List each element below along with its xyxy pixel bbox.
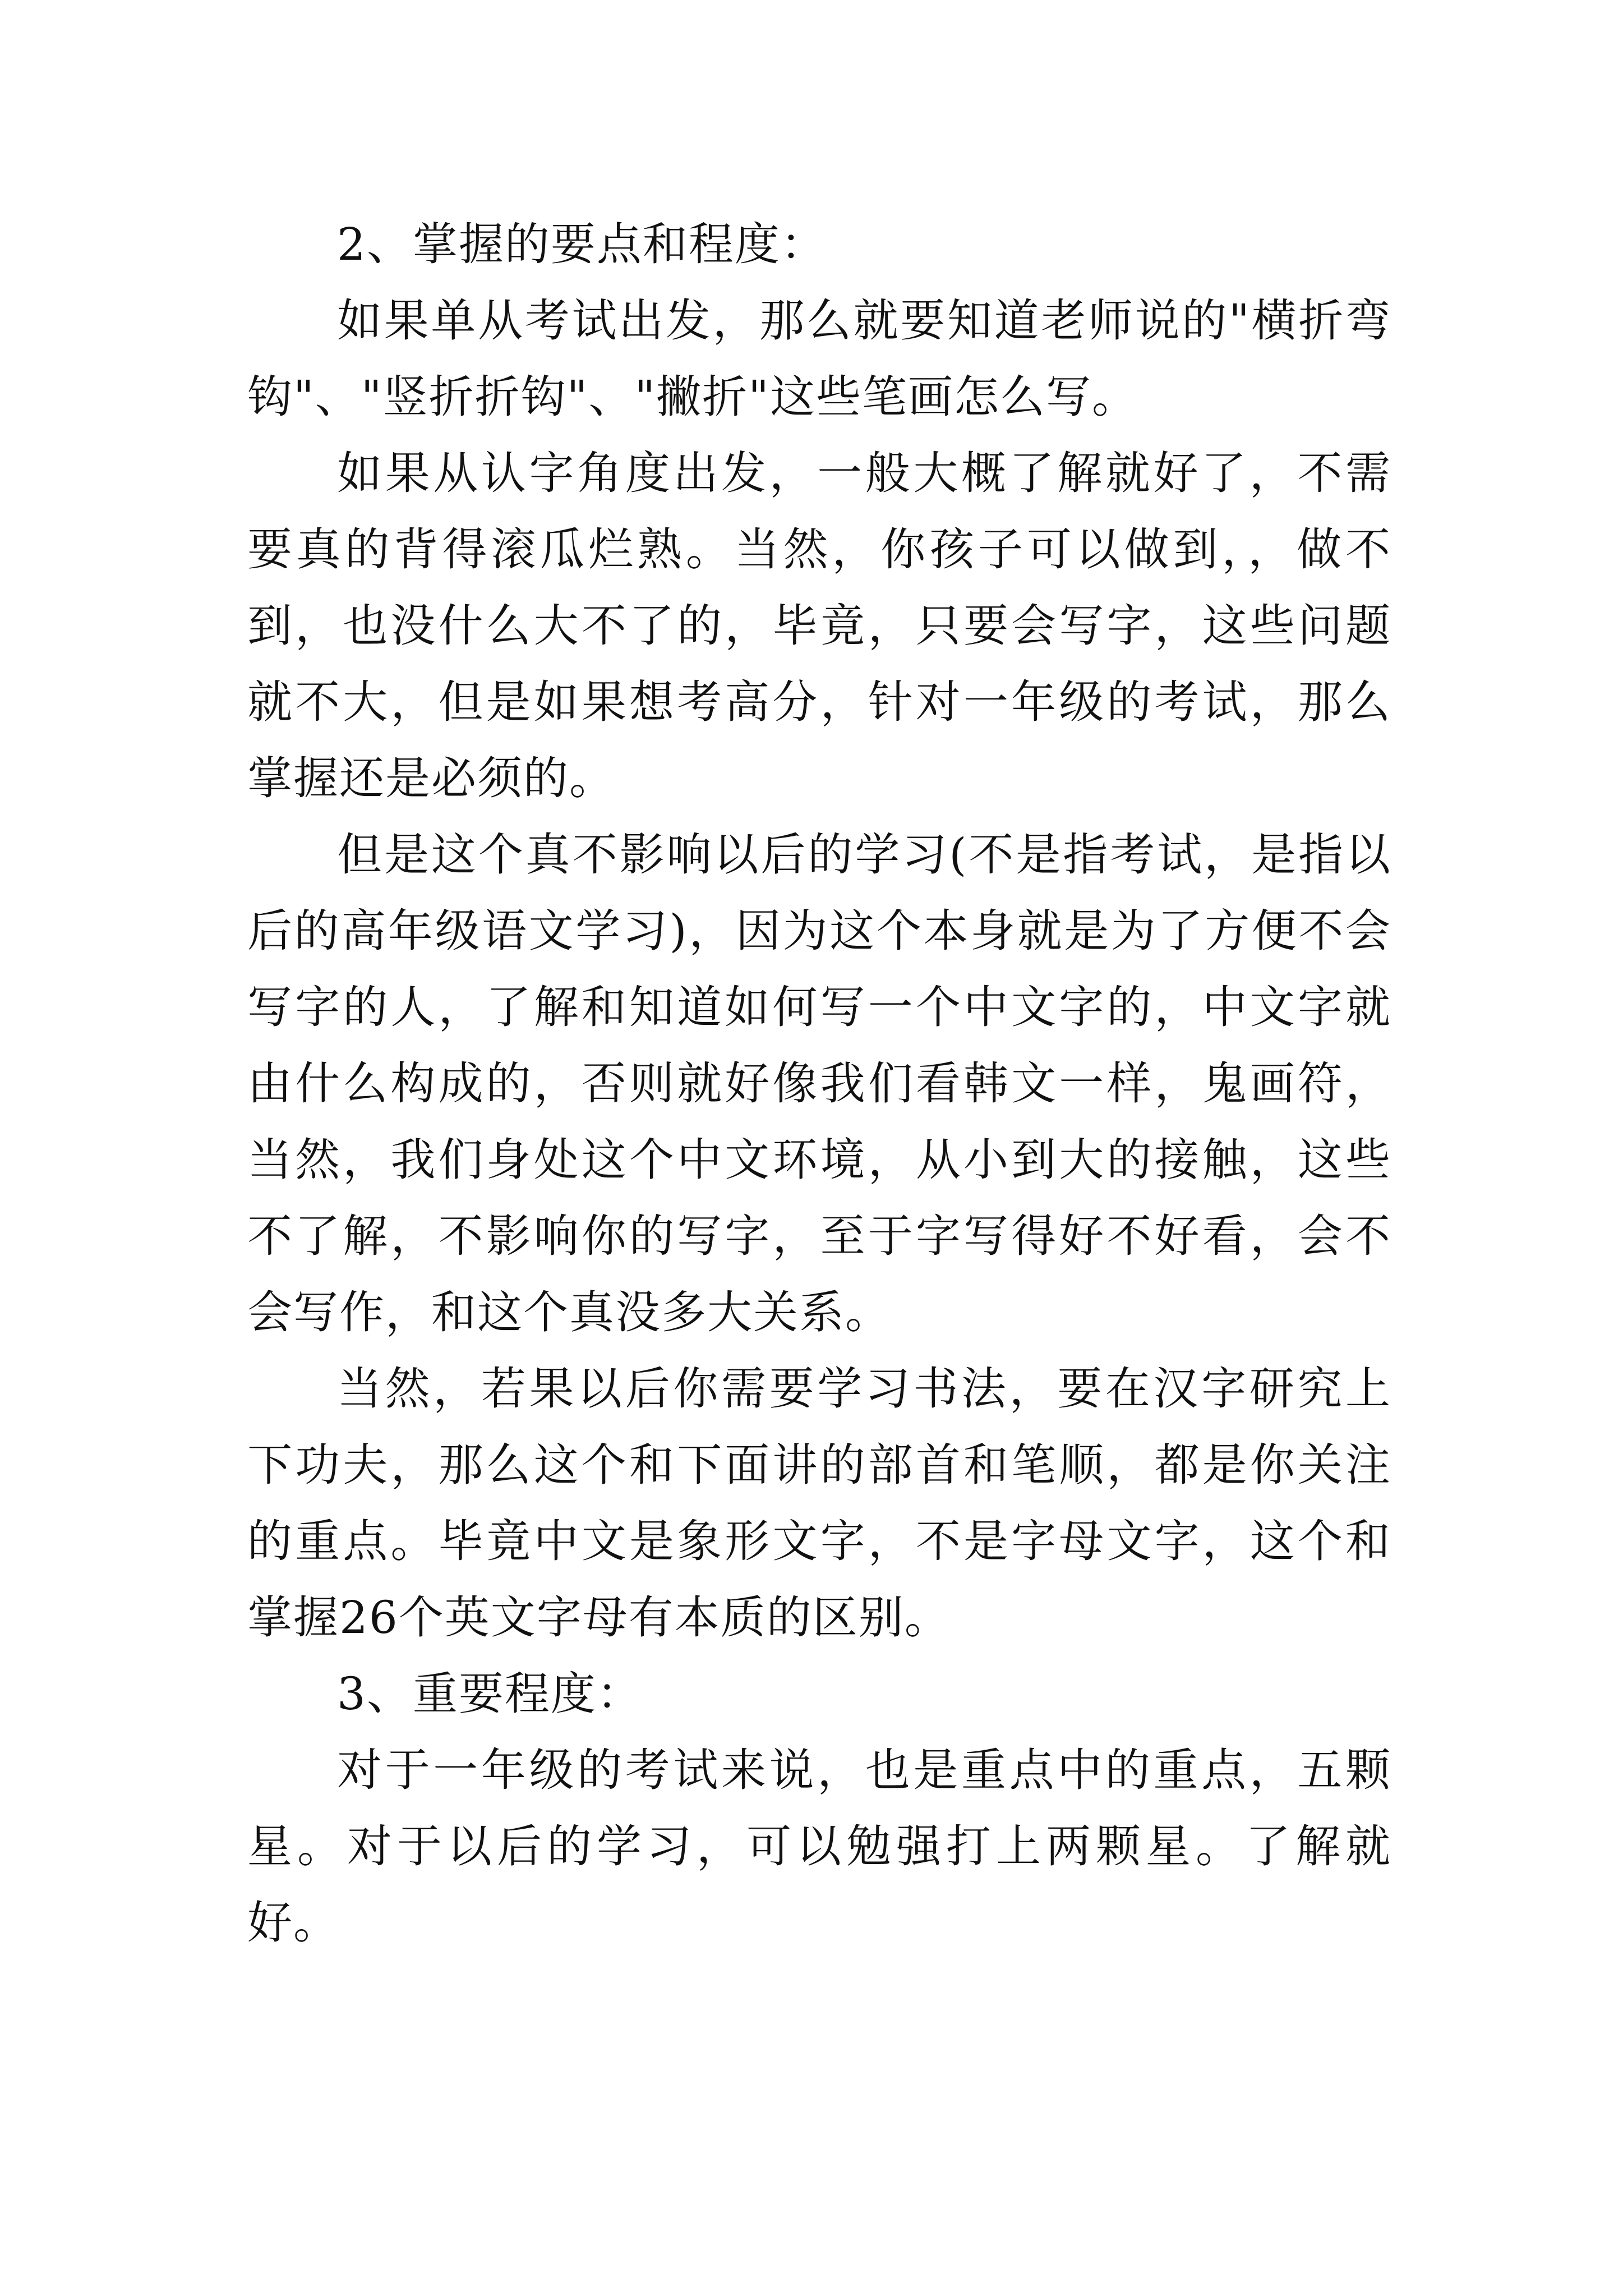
section-heading-mastery: 2、掌握的要点和程度：: [337, 218, 827, 270]
paragraph-calligraphy: 当然，若果以后你需要学习书法，要在汉字研究上下功夫，那么这个和下面讲的部首和笔顺，都是你关注的重点。毕竟中文是象形文字，不是字母文字，这个和掌握26个英文字母有本质的区别。: [247, 1363, 1391, 1644]
paragraph-character-recognition: 如果从认字角度出发，一般大概了解就好了，不需要真的背得滚瓜烂熟。当然，你孩子可以做到，，做不到，也没什么大不了的，毕竟，只要会写字，这些问题就不大，但是如果想考高分，针对一年级的考试，那么掌握还是必须的。: [247, 447, 1391, 804]
document-body: [247, 206, 1391, 1961]
paragraph-exam-strokes: 如果单从考试出发，那么就要知道老师说的"横折弯钩"、"竖折折钩"、"撇折"这些笔画怎么写。: [247, 295, 1391, 423]
paragraph-importance-rating: 对于一年级的考试来说，也是重点中的重点，五颗星。对于以后的学习，可以勉强打上两颗星。了解就好。: [247, 1744, 1391, 1949]
paragraph-future-learning: 但是这个真不影响以后的学习(不是指考试，是指以后的高年级语文学习)，因为这个本身就是为了方便不会写字的人，了解和知道如何写一个中文字的，中文字就由什么构成的，否则就好像我们看韩文一样，鬼画符，当然，我们身处这个中文环境，从小到大的接触，这些不了解，不影响你的写字，至于字写得好不好看，会不会写作，和这个真没多大关系。: [247, 829, 1391, 1338]
section-heading-importance: 3、重要程度：: [337, 1668, 643, 1720]
